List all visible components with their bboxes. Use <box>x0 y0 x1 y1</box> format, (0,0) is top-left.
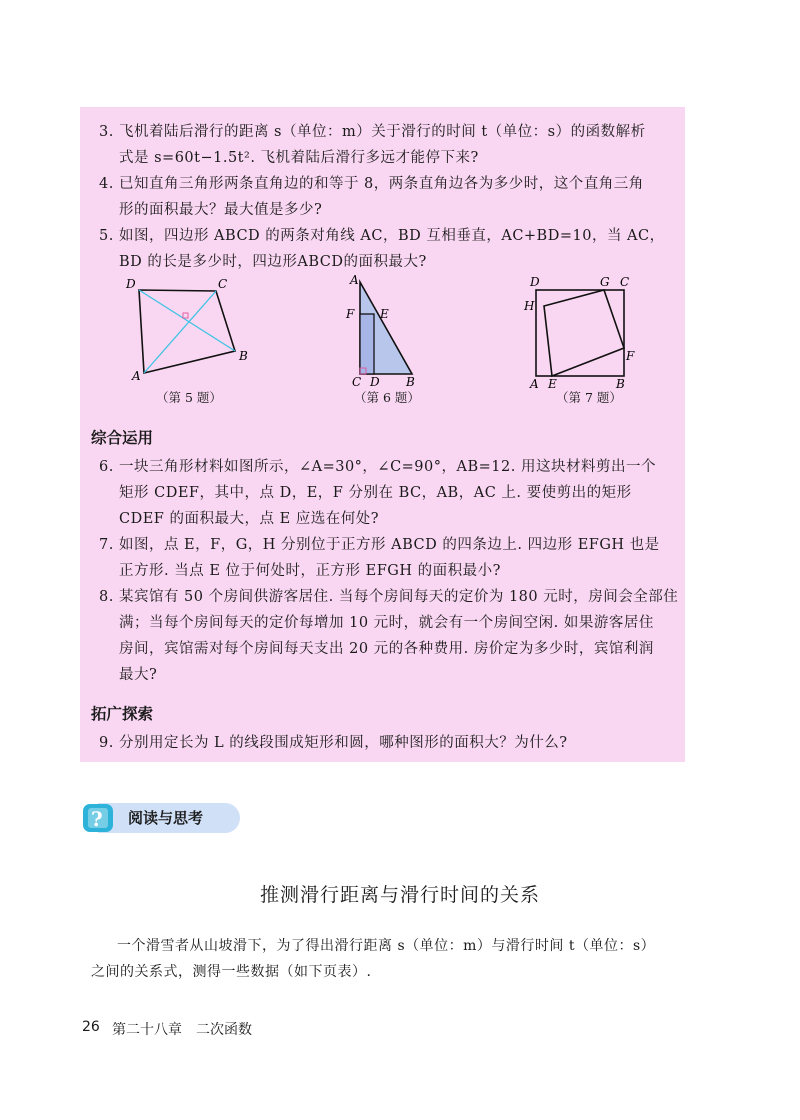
reading-banner <box>80 801 240 835</box>
label-a: A <box>132 369 141 383</box>
quadrilateral-abcd <box>139 290 235 373</box>
banner-label: 阅读与思考 <box>128 809 204 827</box>
label-b: B <box>406 375 415 388</box>
label-a: A <box>350 273 359 287</box>
right-angle-mark <box>183 313 188 318</box>
exercise-7-line-2: 正方形. 当点 E 位于何处时，正方形 EFGH 的面积最小? <box>119 563 501 579</box>
exercise-6-line-2: 矩形 CDEF，其中，点 D，E，F 分别在 BC，AB，AC 上. 要使剪出的矩形 <box>119 485 632 501</box>
reading-title: 推测滑行距离与滑行时间的关系 <box>259 884 540 906</box>
label-h: H <box>524 299 535 313</box>
label-e: E <box>548 377 557 390</box>
label-b: B <box>616 377 625 390</box>
question-book-icon <box>80 801 116 835</box>
figure-6 <box>338 270 428 388</box>
figure-7-caption: （第 7 题） <box>556 390 622 405</box>
figure-5 <box>120 272 260 387</box>
label-f: F <box>346 307 355 321</box>
reading-paragraph-line-2: 之间的关系式，测得一些数据（如下页表）. <box>91 964 372 980</box>
heading-extension: 拓广探索 <box>91 705 154 723</box>
exercise-8-line-1: 8. 某宾馆有 50 个房间供游客居住. 当每个房间每天的定价为 180 元时，房间会全部住 <box>99 589 679 605</box>
exercise-6-line-3: CDEF 的面积最大，点 E 应选在何处? <box>119 511 380 527</box>
exercise-3-line-1: 3. 飞机着陆后滑行的距离 s（单位：m）关于滑行的时间 t（单位：s）的函数解析 <box>99 124 646 140</box>
label-c: C <box>620 275 630 289</box>
label-b: B <box>239 349 248 363</box>
exercise-8-line-3: 房间，宾馆需对每个房间每天支出 20 元的各种费用. 房价定为多少时，宾馆利润 <box>119 641 654 657</box>
label-d: D <box>530 275 540 289</box>
label-f: F <box>626 349 635 363</box>
exercise-3-line-2: 式是 s=60t−1.5t². 飞机着陆后滑行多远才能停下来? <box>119 150 479 166</box>
svg-text:?: ? <box>91 807 103 831</box>
heading-comprehensive: 综合运用 <box>91 429 154 447</box>
label-c: C <box>218 277 228 291</box>
label-a: A <box>530 377 539 390</box>
exercise-7-line-1: 7. 如图，点 E，F，G，H 分别位于正方形 ABCD 的四条边上. 四边形 EFGH 也是 <box>99 537 660 553</box>
exercise-8-line-2: 满；当每个房间每天的定价每增加 10 元时，就会有一个房间空闲. 如果游客居住 <box>119 615 654 631</box>
rectangle-cdef <box>360 314 374 374</box>
figure-5-caption: （第 5 题） <box>156 390 222 405</box>
exercise-4-line-1: 4. 已知直角三角形两条直角边的和等于 8，两条直角边各为多少时，这个直角三角 <box>99 176 644 192</box>
exercise-4-line-2: 形的面积最大？最大值是多少? <box>119 202 323 218</box>
square-abcd <box>536 290 624 376</box>
exercise-9: 9. 分别用定长为 L 的线段围成矩形和圆，哪种图形的面积大？为什么? <box>99 735 568 751</box>
label-c: C <box>352 375 362 388</box>
reading-paragraph-line-1: 一个滑雪者从山坡滑下，为了得出滑行距离 s（单位：m）与滑行时间 t（单位：s） <box>117 938 656 954</box>
figure-6-caption: （第 6 题） <box>354 390 420 405</box>
exercise-8-line-4: 最大? <box>119 667 158 683</box>
label-g: G <box>600 275 610 289</box>
label-e: E <box>380 307 389 321</box>
exercise-6-line-1: 6. 一块三角形材料如图所示，∠A=30°，∠C=90°，AB=12. 用这块材料剪出一个 <box>99 459 656 475</box>
exercise-5-line-2: BD 的长是多少时，四边形ABCD的面积最大? <box>119 254 427 270</box>
diagonal-bd <box>139 290 235 351</box>
figure-7 <box>520 272 640 390</box>
exercise-5-line-1: 5. 如图，四边形 ABCD 的两条对角线 AC，BD 互相垂直，AC+BD=10，当 AC， <box>99 228 665 244</box>
square-efgh <box>544 290 624 376</box>
chapter-title: 第二十八章 二次函数 <box>112 1022 252 1038</box>
label-d: D <box>370 375 380 388</box>
page-number: 26 <box>82 1019 100 1035</box>
label-d: D <box>126 277 136 291</box>
